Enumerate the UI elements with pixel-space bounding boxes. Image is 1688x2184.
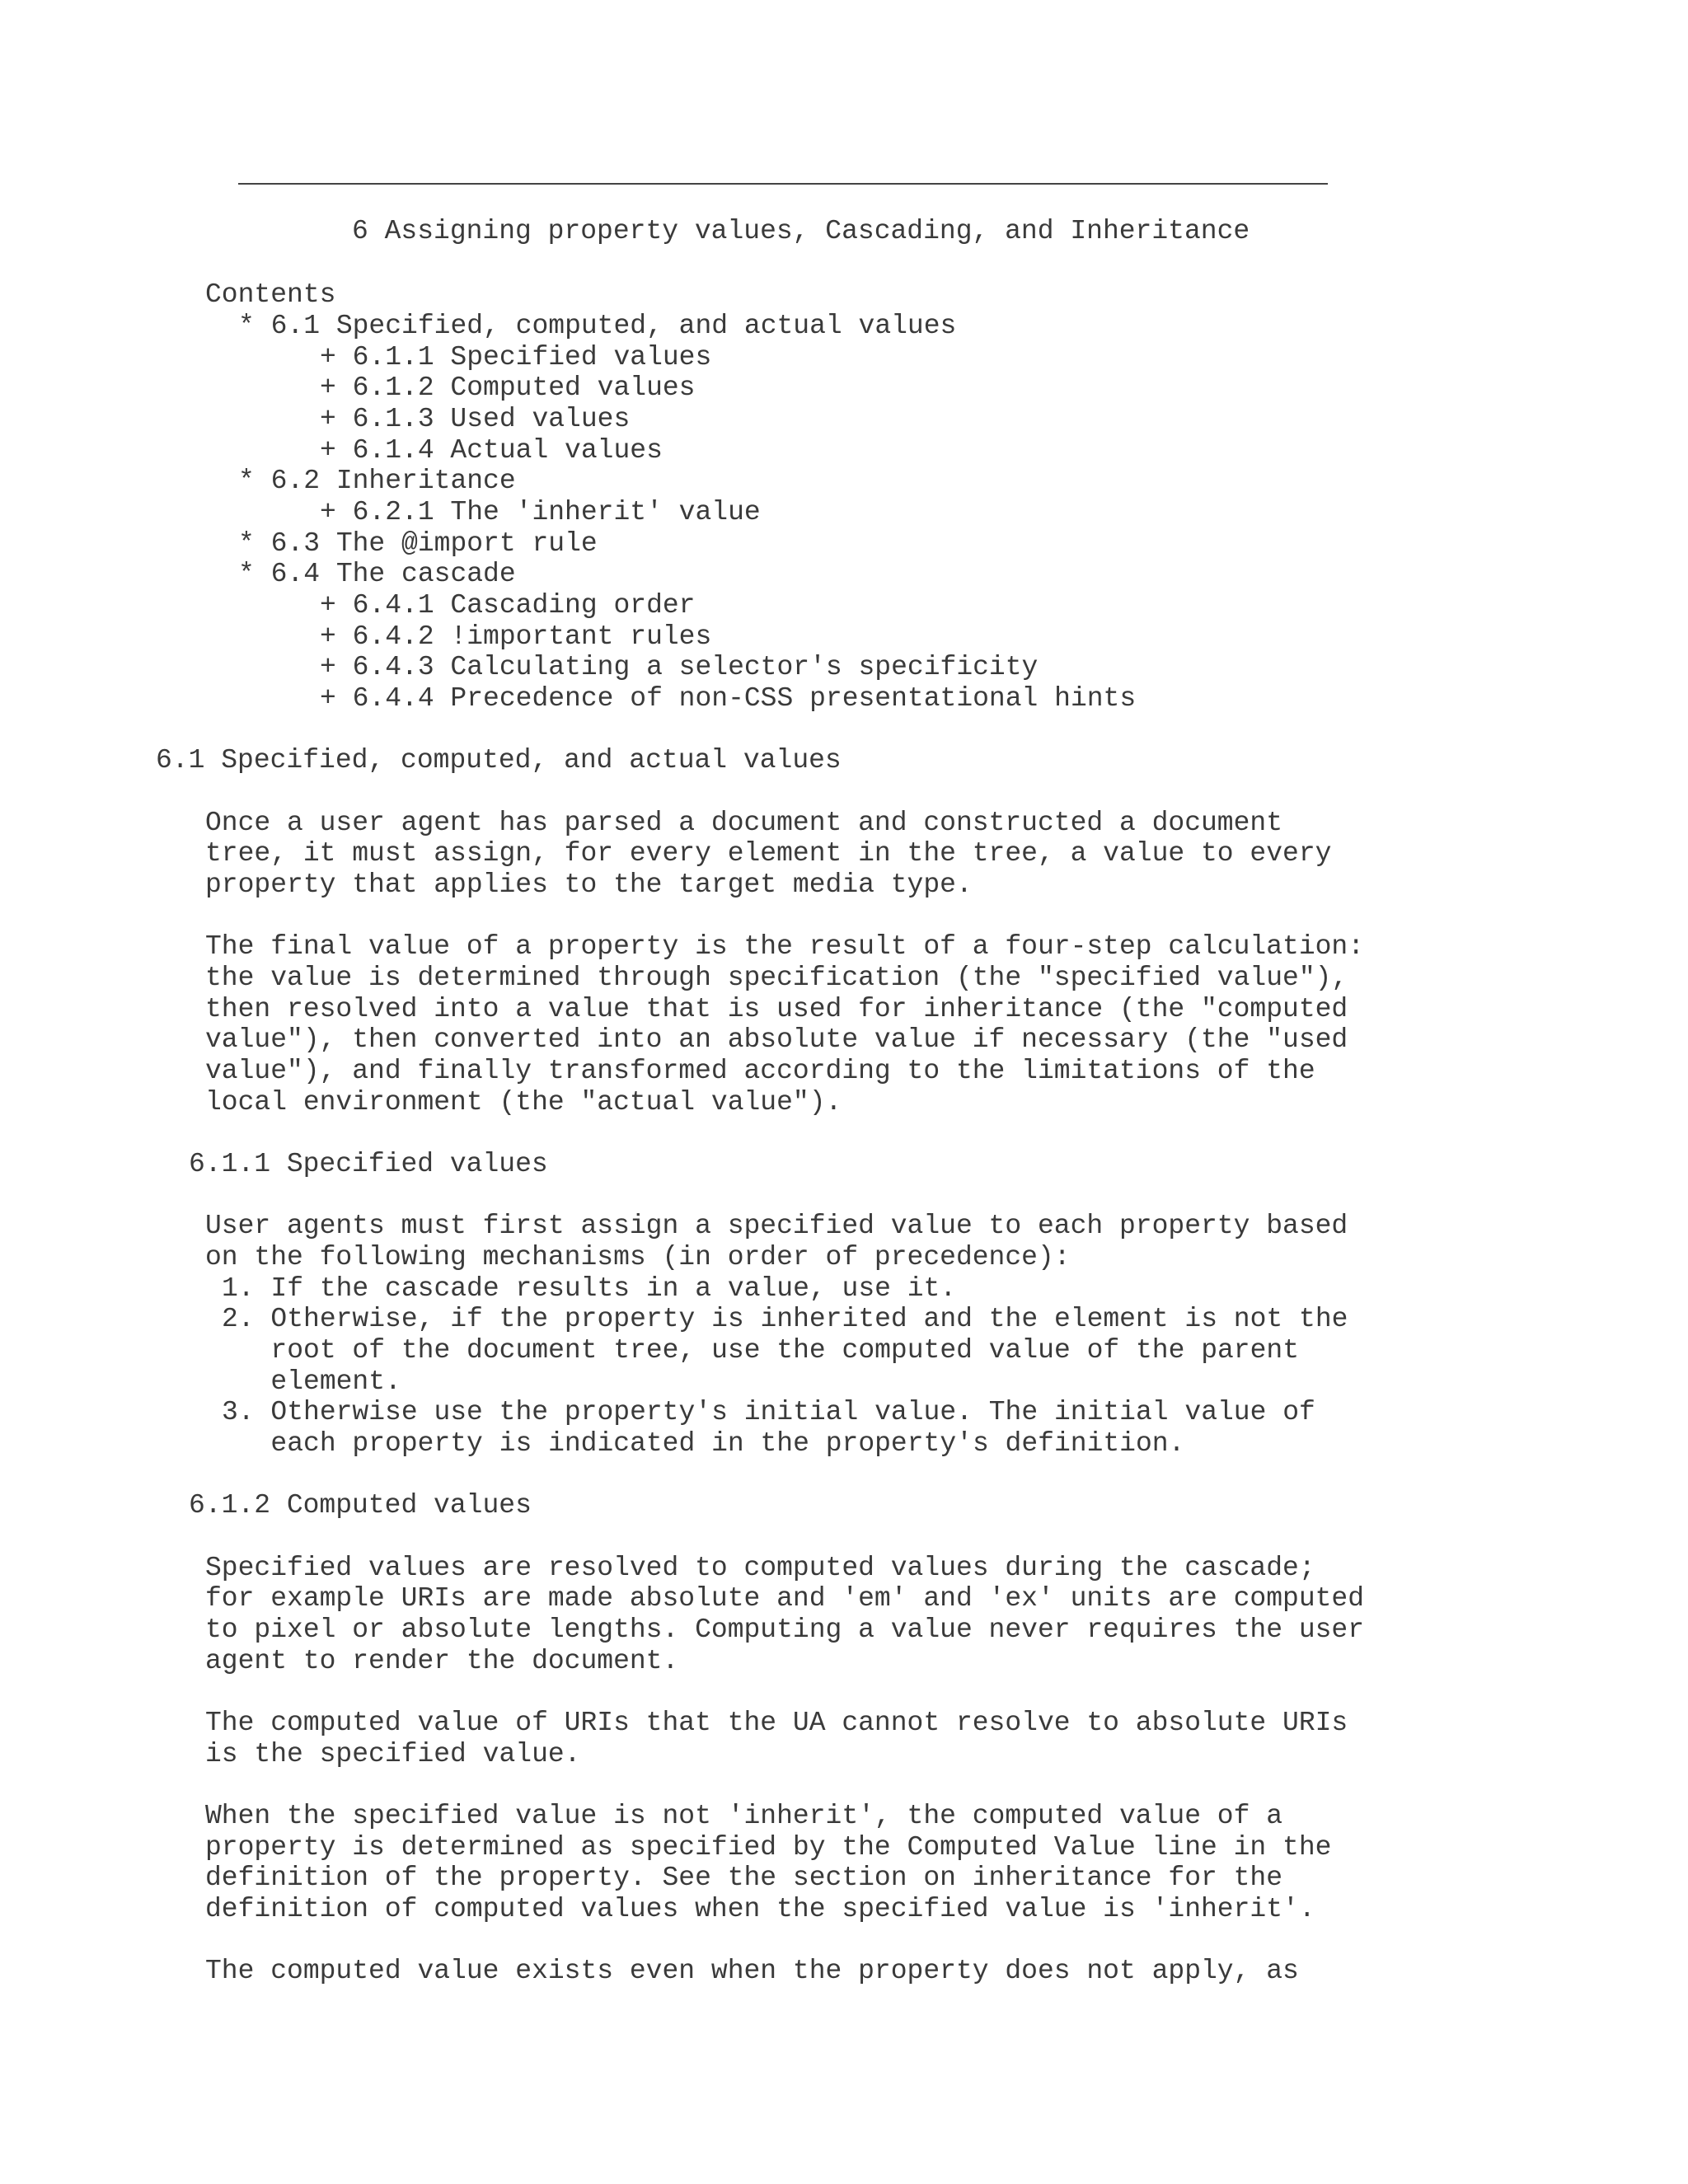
- toc-item[interactable]: + 6.2.1 The 'inherit' value: [320, 497, 761, 527]
- text-line: value"), and finally transformed according to the limitations of the: [205, 1056, 1315, 1086]
- toc-item[interactable]: + 6.1.2 Computed values: [320, 373, 696, 403]
- horizontal-rule: [238, 183, 1328, 185]
- text-line: on the following mechanisms (in order of precedence):: [205, 1242, 1071, 1272]
- toc-item[interactable]: + 6.4.3 Calculating a selector's specificity: [320, 652, 1039, 682]
- text-line: Specified values are resolved to computed values during the cascade;: [205, 1553, 1315, 1583]
- text-line: property is determined as specified by the Computed Value line in the: [205, 1832, 1332, 1863]
- text-line: for example URIs are made absolute and 'em' and 'ex' units are computed: [205, 1583, 1365, 1614]
- list-item: 3. Otherwise use the property's initial value. The initial value of: [222, 1397, 1315, 1427]
- text-line: agent to render the document.: [205, 1646, 679, 1676]
- text-line: definition of computed values when the specified value is 'inherit'.: [205, 1894, 1315, 1924]
- text-line: The computed value of URIs that the UA cannot resolve to absolute URIs: [205, 1708, 1348, 1738]
- document-title: 6 Assigning property values, Cascading, and Inheritance: [352, 216, 1250, 246]
- text-line: then resolved into a value that is used for inheritance (the "computed: [205, 994, 1348, 1024]
- list-item: each property is indicated in the property's definition.: [222, 1428, 1185, 1459]
- text-line: value"), then converted into an absolute value if necessary (the "used: [205, 1024, 1348, 1055]
- toc-item[interactable]: * 6.3 The @import rule: [238, 528, 598, 559]
- contents-heading: Contents: [205, 279, 336, 310]
- text-line: tree, it must assign, for every element in the tree, a value to every: [205, 838, 1332, 869]
- toc-item[interactable]: + 6.1.4 Actual values: [320, 435, 663, 466]
- text-line: property that applies to the target media type.: [205, 869, 973, 900]
- list-item: 1. If the cascade results in a value, use it.: [222, 1273, 957, 1304]
- section-heading-6-1-2: 6.1.2 Computed values: [189, 1490, 532, 1521]
- text-line: User agents must first assign a specified value to each property based: [205, 1211, 1348, 1241]
- text-line: to pixel or absolute lengths. Computing a value never requires the user: [205, 1615, 1365, 1645]
- toc-item[interactable]: * 6.1 Specified, computed, and actual values: [238, 311, 957, 341]
- toc-item[interactable]: + 6.4.1 Cascading order: [320, 590, 696, 621]
- text-line: the value is determined through specification (the "specified value"),: [205, 963, 1348, 993]
- text-line: The computed value exists even when the property does not apply, as: [205, 1956, 1299, 1986]
- list-item: root of the document tree, use the computed value of the parent: [222, 1335, 1300, 1366]
- list-item: element.: [222, 1366, 401, 1397]
- toc-item[interactable]: + 6.1.3 Used values: [320, 404, 631, 434]
- toc-item[interactable]: + 6.4.2 !important rules: [320, 621, 712, 652]
- text-line: local environment (the "actual value").: [205, 1087, 842, 1118]
- text-line: The final value of a property is the result of a four-step calculation:: [205, 931, 1365, 962]
- text-line: is the specified value.: [205, 1739, 581, 1769]
- text-line: definition of the property. See the section on inheritance for the: [205, 1863, 1283, 1893]
- toc-item[interactable]: + 6.4.4 Precedence of non-CSS presentational hints: [320, 683, 1137, 714]
- toc-item[interactable]: * 6.4 The cascade: [238, 559, 516, 589]
- section-heading-6-1: 6.1 Specified, computed, and actual values: [156, 745, 842, 776]
- section-heading-6-1-1: 6.1.1 Specified values: [189, 1149, 548, 1179]
- text-line: Once a user agent has parsed a document and constructed a document: [205, 808, 1283, 838]
- toc-item[interactable]: + 6.1.1 Specified values: [320, 342, 712, 373]
- list-item: 2. Otherwise, if the property is inherited and the element is not the: [222, 1304, 1348, 1334]
- text-line: When the specified value is not 'inherit', the computed value of a: [205, 1801, 1283, 1831]
- toc-item[interactable]: * 6.2 Inheritance: [238, 466, 516, 496]
